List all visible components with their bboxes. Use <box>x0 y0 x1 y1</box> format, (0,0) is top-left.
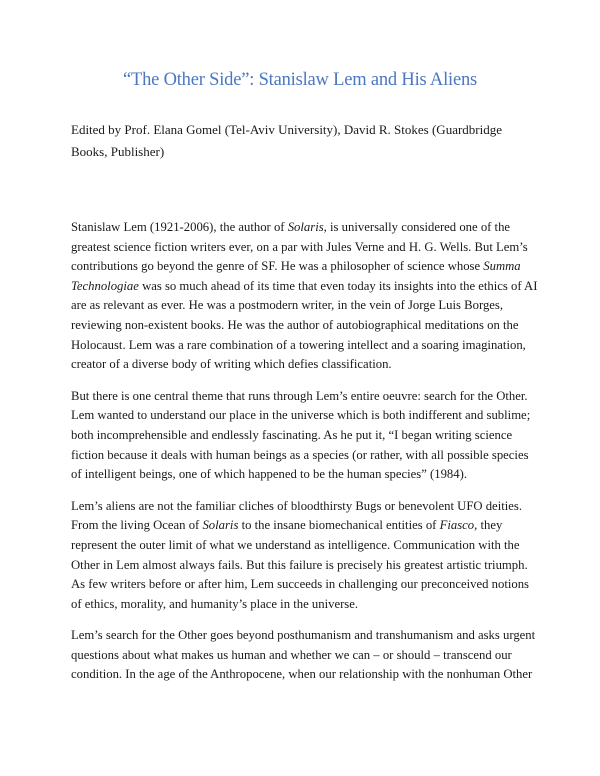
paragraph-text: Lem’s aliens are not the familiar cliches of bloodthirsty Bugs or benevolent UFO deities. From the living Ocean of <box>71 498 523 533</box>
paragraph-2: But there is one central theme that runs through Lem’s entire oeuvre: search for the Other. Lem wanted to understand our place in the universe which is both indifferent and sublime; both incomprehensible and endlessly fascinating. As he put it, “I began writing science fiction because it deals with human beings as a species (or rather, with all possible species of intelligent beings, one of which happened to be the human species” (1984). <box>71 388 531 482</box>
book-title-summa: Summa Technologiae <box>71 259 521 293</box>
paragraph-text: , is universally considered one of the greatest science fiction writers ever, on a par with Jules Verne and H. G. Wells. But Lem’s contributions go beyond the genre of SF. He was a philosopher of science whose <box>71 220 528 274</box>
book-title-solaris: Solaris <box>287 220 324 234</box>
paragraph-text: to the insane biomechanical entities of <box>238 518 440 533</box>
document-body <box>71 218 541 697</box>
paragraph-4: Lem’s search for the Other goes beyond posthumanism and transhumanism and asks urgent questions about what makes us human and whether we can – or should – transcend our condition. In the age of the Anthropocene, when our relationship with the nonhuman Other <box>71 628 536 682</box>
paragraph-text: , they represent the outer limit of what we understand as intelligence. Communication with the Other in Lem almost always fails. But this failure is precisely his greatest artistic triumph. As few writers before or after him, Lem succeeds in challenging our preconceived notions of ethics, morality, and humanity’s place in the universe. <box>71 518 529 611</box>
paragraph-text: was so much ahead of its time that even today its insights into the ethics of AI are as relevant as ever. He was a postmodern writer, in the vein of Jorge Luis Borges, reviewing non-existent books. He was the author of autobiographical meditations on the Holocaust. Lem was a rare combination of a towering intellect and a soaring imagination, creator of a diverse body of writing which defies classification. <box>71 278 538 372</box>
document-title: “The Other Side”: Stanislaw Lem and His Aliens <box>122 70 478 90</box>
editors-line: Edited by Prof. Elana Gomel (Tel-Aviv University), David R. Stokes (Guardbridge Books, Publisher) <box>71 122 503 159</box>
paragraph-3 <box>71 497 541 615</box>
paragraph-text: Stanislaw Lem (1921-2006), the author of <box>71 220 288 234</box>
book-title-solaris: Solaris <box>202 518 239 533</box>
book-title-fiasco: Fiasco <box>439 518 475 533</box>
paragraph-1 <box>71 218 541 375</box>
